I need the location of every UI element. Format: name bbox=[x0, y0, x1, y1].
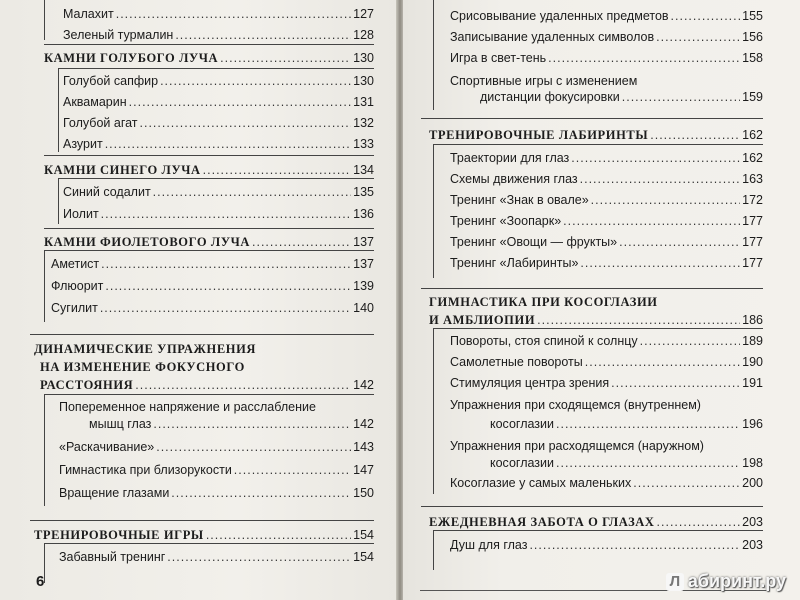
labirint-logo-icon: Л bbox=[666, 573, 684, 591]
subsection-box bbox=[433, 328, 763, 494]
section-heading: ДИНАМИЧЕСКИЕ УПРАЖНЕНИЯ bbox=[34, 342, 257, 356]
toc-entry: Гимнастика при близорукости ..... 147 bbox=[45, 463, 374, 477]
toc-entry: косоглазии ..... 196 bbox=[434, 417, 763, 431]
section-heading: ГИМНАСТИКА ПРИ КОСОГЛАЗИИ bbox=[429, 295, 658, 309]
section-heading: И АМБЛИОПИИ ..... 186 bbox=[429, 313, 763, 328]
toc-entry: Косоглазие у самых маленьких ..... 200 bbox=[434, 476, 763, 490]
subsection-box bbox=[58, 68, 374, 152]
toc-entry: Вращение глазами ..... 150 bbox=[45, 486, 374, 500]
subsection-box bbox=[44, 250, 374, 322]
subsection-box bbox=[58, 178, 374, 224]
subsection-box bbox=[433, 144, 763, 278]
toc-entry: Забавный тренинг ..... 154 bbox=[45, 550, 374, 564]
toc-entry: Тренинг «Знак в овале» ..... 172 bbox=[434, 193, 763, 207]
toc-entry: Записывание удаленных символов ..... 156 bbox=[434, 30, 763, 44]
toc-entry: Аметист ..... 137 bbox=[45, 257, 374, 271]
subsection-box bbox=[44, 394, 374, 506]
toc-entry: Душ для глаз ..... 203 bbox=[434, 538, 763, 552]
toc-entry: Тренинг «Овощи — фрукты» ..... 177 bbox=[434, 235, 763, 249]
section-heading: РАССТОЯНИЯ ..... 142 bbox=[40, 378, 374, 393]
toc-entry: мышц глаз ..... 142 bbox=[45, 417, 374, 431]
watermark bbox=[666, 571, 786, 592]
section-heading: КАМНИ ФИОЛЕТОВОГО ЛУЧА ..... 137 bbox=[44, 235, 374, 250]
left-page bbox=[0, 0, 397, 600]
toc-entry: Аквамарин ..... 131 bbox=[59, 95, 374, 109]
toc-entry: косоглазии ..... 198 bbox=[434, 456, 763, 470]
toc-entry: Стимуляция центра зрения ..... 191 bbox=[434, 376, 763, 390]
toc-entry: Сугилит ..... 140 bbox=[45, 301, 374, 315]
subsection-box bbox=[433, 530, 763, 570]
subsection-box bbox=[44, 543, 374, 583]
toc-entry: Флюорит ..... 139 bbox=[45, 279, 374, 293]
toc-entry: Схемы движения глаз ..... 163 bbox=[434, 172, 763, 186]
section-heading: ЕЖЕДНЕВНАЯ ЗАБОТА О ГЛАЗАХ ..... 203 bbox=[429, 515, 763, 530]
toc-entry-title: Попеременное напряжение и расслабление bbox=[59, 400, 316, 414]
toc-entry: Азурит ..... 133 bbox=[59, 137, 374, 151]
section-heading: ТРЕНИРОВОЧНЫЕ ЛАБИРИНТЫ ..... 162 bbox=[429, 128, 763, 143]
toc-entry: Срисовывание удаленных предметов ..... 155 bbox=[434, 9, 763, 23]
toc-entry: Синий содалит ..... 135 bbox=[59, 185, 374, 199]
right-page bbox=[403, 0, 800, 600]
toc-entry: Тренинг «Лабиринты» ..... 177 bbox=[434, 256, 763, 270]
toc-entry-title: Упражнения при сходящемся (внутреннем) bbox=[450, 398, 701, 412]
toc-entry: Малахит ..... 127 bbox=[45, 7, 374, 21]
toc-entry-title: Спортивные игры с изменением bbox=[450, 74, 638, 88]
toc-entry: «Раскачивание» ..... 143 bbox=[45, 440, 374, 454]
toc-entry: Игра в свет-тень ..... 158 bbox=[434, 51, 763, 65]
section-heading: НА ИЗМЕНЕНИЕ ФОКУСНОГО bbox=[40, 360, 245, 374]
toc-entry: дистанции фокусировки ..... 159 bbox=[434, 90, 763, 104]
toc-entry: Тренинг «Зоопарк» ..... 177 bbox=[434, 214, 763, 228]
watermark-text: абиринт.ру bbox=[687, 571, 786, 591]
section-stones-continued bbox=[44, 0, 374, 40]
section-games-continued bbox=[433, 0, 763, 110]
toc-entry: Голубой сапфир ..... 130 bbox=[59, 74, 374, 88]
toc-entry: Повороты, стоя спиной к солнцу ..... 189 bbox=[434, 334, 763, 348]
section-heading: КАМНИ ГОЛУБОГО ЛУЧА ..... 130 bbox=[44, 51, 374, 66]
page-number: 6 bbox=[36, 573, 45, 590]
section-heading: ТРЕНИРОВОЧНЫЕ ИГРЫ ..... 154 bbox=[34, 528, 374, 543]
toc-entry: Зеленый турмалин ..... 128 bbox=[45, 28, 374, 42]
toc-entry-title: Упражнения при расходящемся (наружном) bbox=[450, 439, 704, 453]
section-heading: КАМНИ СИНЕГО ЛУЧА ..... 134 bbox=[44, 163, 374, 178]
toc-entry: Траектории для глаз ..... 162 bbox=[434, 151, 763, 165]
toc-entry: Иолит ..... 136 bbox=[59, 207, 374, 221]
toc-entry: Голубой агат ..... 132 bbox=[59, 116, 374, 130]
toc-entry: Самолетные повороты ..... 190 bbox=[434, 355, 763, 369]
